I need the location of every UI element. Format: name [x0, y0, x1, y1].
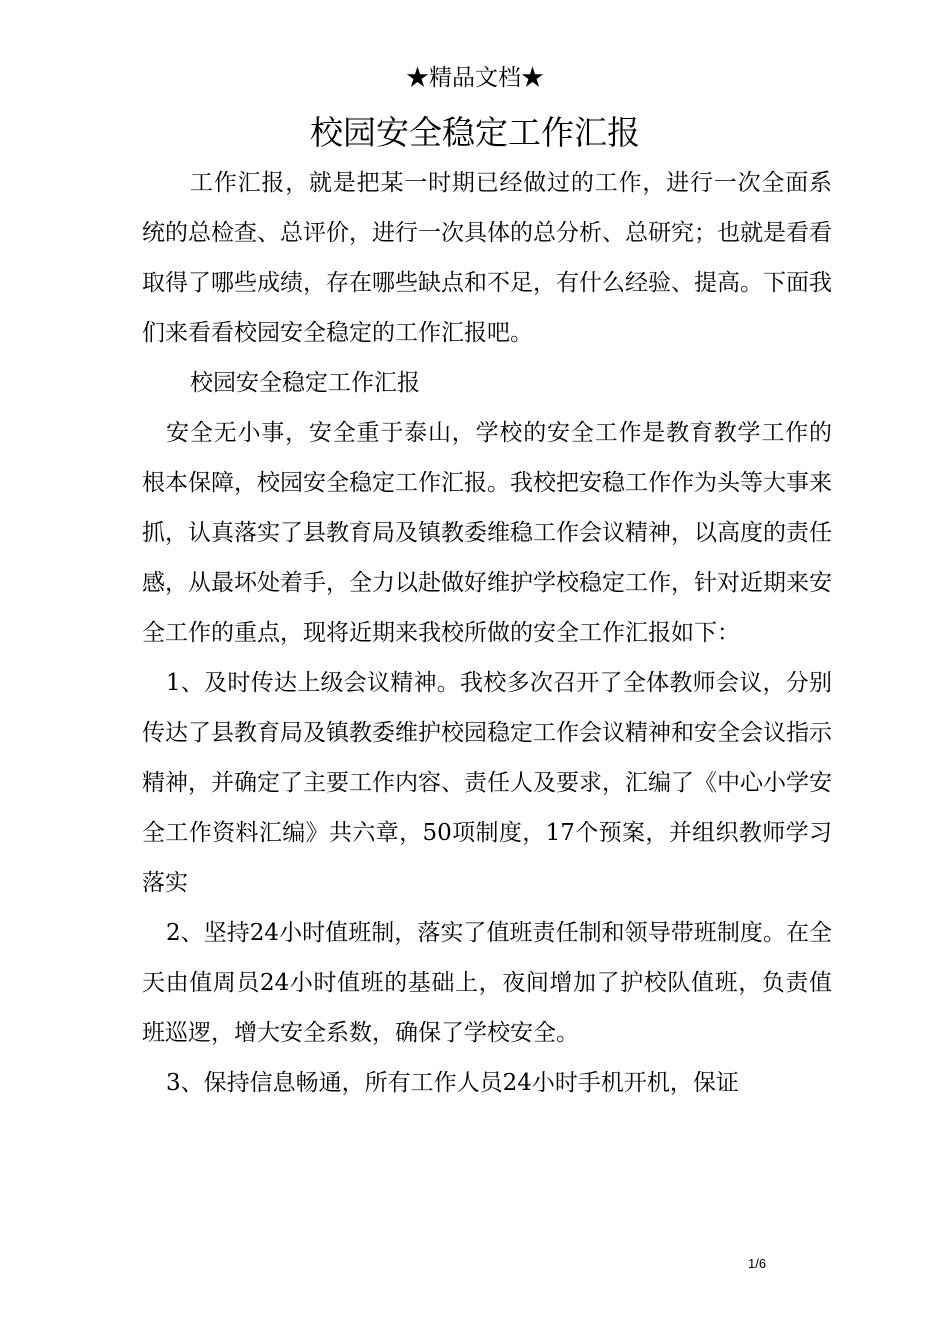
paragraph-item-2: 2、坚持24小时值班制，落实了值班责任制和领导带班制度。在全天由值周员24小时值班的基础上，夜间增加了护校队值班，负责值班巡逻，增大安全系数，确保了学校安全。 — [142, 920, 832, 1046]
intro-paragraph: 工作汇报，就是把某一时期已经做过的工作，进行一次全面系统的总检查、总评价，进行一次具体的总分析、总研究；也就是看看取得了哪些成绩，存在哪些缺点和不足，有什么经验、提高。下面我们来看看校园安全稳定的工作汇报吧。 — [142, 170, 832, 346]
section-subtitle: 校园安全稳定工作汇报 — [190, 370, 420, 396]
document-body — [142, 158, 832, 1108]
document-header-label: ★精品文档★ — [406, 65, 544, 91]
paragraph-overview: 安全无小事，安全重于泰山，学校的安全工作是教育教学工作的根本保障，校园安全稳定工作汇报。我校把安稳工作作为头等大事来抓，认真落实了县教育局及镇教委维稳工作会议精神，以高度的责任感，从最坏处着手，全力以赴做好维护学校稳定工作，针对近期来安全工作的重点，现将近期来我校所做的安全工作汇报如下： — [142, 420, 832, 646]
document-title: 校园安全稳定工作汇报 — [310, 113, 640, 152]
page-number: 1/6 — [748, 1256, 767, 1271]
paragraph-item-1: 1、及时传达上级会议精神。我校多次召开了全体教师会议，分别传达了县教育局及镇教委维护校园稳定工作会议精神和安全会议指示精神，并确定了主要工作内容、责任人及要求，汇编了《中心小学安全工作资料汇编》共六章，50项制度，17个预案，并组织教师学习落实 — [142, 670, 832, 896]
paragraph-item-3: 3、保持信息畅通，所有工作人员24小时手机开机，保证 — [166, 1070, 739, 1096]
